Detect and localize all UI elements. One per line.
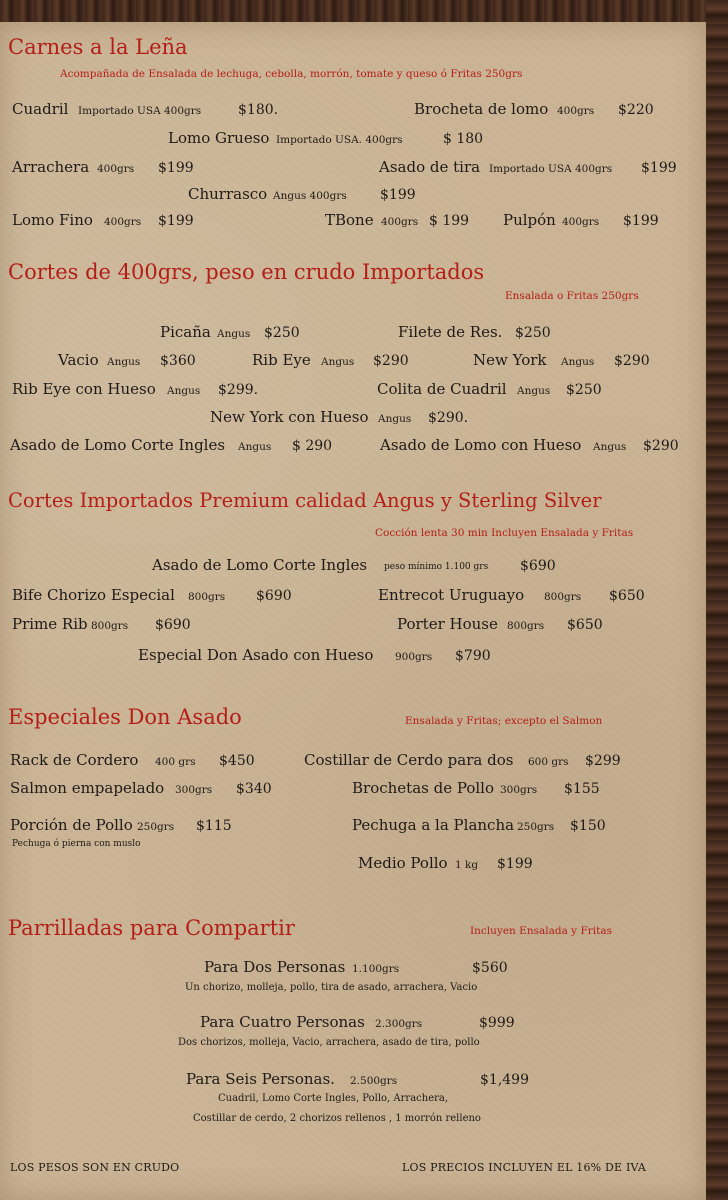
item-detail: Angus: [238, 441, 272, 453]
section-note-especiales: Ensalada y Fritas; excepto el Salmon: [405, 715, 603, 727]
item-price: $690: [256, 588, 292, 604]
item-detail: Angus: [517, 385, 551, 397]
item-detail: 300grs: [175, 784, 213, 796]
section-title-parrilladas: Parrilladas para Compartir: [8, 916, 295, 940]
item-name: Prime Rib: [12, 615, 88, 633]
item-name: Especial Don Asado con Hueso: [138, 646, 374, 664]
item-price: $199: [641, 160, 677, 176]
item-detail: Angus: [217, 328, 251, 340]
item-price: $199: [380, 187, 416, 203]
item-price: $450: [219, 753, 255, 769]
item-name: Rack de Cordero: [10, 751, 139, 769]
section-title-carnes-lena: Carnes a la Leña: [8, 35, 188, 59]
item-description: Costillar de cerdo, 2 chorizos rellenos , 1 morrón relleno: [193, 1113, 481, 1124]
item-price: $690: [155, 617, 191, 633]
section-title-premium: Cortes Importados Premium calidad Angus y Sterling Silver: [8, 489, 602, 512]
item-name: Lomo Grueso: [168, 129, 270, 147]
item-name: Lomo Fino: [12, 211, 93, 229]
item-name: Asado de Lomo con Hueso: [380, 436, 582, 454]
item-price: $250: [515, 325, 551, 341]
item-description: Dos chorizos, molleja, Vacio, arrachera, asado de tira, pollo: [178, 1037, 480, 1048]
item-detail: 1.100grs: [352, 963, 400, 975]
item-name: Bife Chorizo Especial: [12, 586, 175, 604]
item-price: $360: [160, 353, 196, 369]
item-name: Vacio: [58, 351, 99, 369]
item-name: Para Seis Personas.: [186, 1070, 335, 1088]
item-name: Porción de Pollo: [10, 816, 133, 834]
item-detail: Importado USA. 400grs: [276, 134, 403, 146]
item-price: $290: [373, 353, 409, 369]
item-detail: Angus: [167, 385, 201, 397]
item-price: $290: [614, 353, 650, 369]
item-price: $690: [520, 558, 556, 574]
item-name: Para Dos Personas: [204, 958, 346, 976]
item-name: Rib Eye con Hueso: [12, 380, 156, 398]
item-detail: 400grs: [381, 216, 419, 228]
footer-tax-note: LOS PRECIOS INCLUYEN EL 16% DE IVA: [402, 1161, 647, 1174]
item-name: Asado de Lomo Corte Ingles: [10, 436, 226, 454]
item-name: New York con Hueso: [210, 408, 369, 426]
item-name: Arrachera: [12, 158, 90, 176]
item-detail: 300grs: [500, 784, 538, 796]
item-name: Pulpón: [503, 211, 556, 229]
item-price: $650: [567, 617, 603, 633]
item-name: Cuadril: [12, 100, 69, 118]
item-price: $ 180: [443, 131, 484, 147]
item-detail: 1 kg: [455, 859, 479, 871]
item-name: TBone: [325, 211, 374, 229]
item-price: $ 290: [292, 438, 333, 454]
item-detail: 800grs: [544, 591, 582, 603]
item-price: $250: [264, 325, 300, 341]
item-name: Entrecot Uruguayo: [378, 586, 525, 604]
item-detail: 900grs: [395, 651, 433, 663]
section-note-carnes-lena: Acompañada de Ensalada de lechuga, cebolla, morrón, tomate y queso ó Fritas 250grs: [60, 68, 523, 80]
item-price: $290: [643, 438, 679, 454]
item-price: $199: [623, 213, 659, 229]
section-note-parrilladas: Incluyen Ensalada y Fritas: [470, 925, 612, 937]
item-name: Medio Pollo: [358, 854, 448, 872]
item-name: Churrasco: [188, 185, 268, 203]
item-name: Costillar de Cerdo para dos: [304, 751, 514, 769]
item-price: $340: [236, 781, 272, 797]
item-price: $290.: [428, 410, 469, 426]
item-detail: 400grs: [562, 216, 600, 228]
item-name: Asado de Lomo Corte Ingles: [152, 556, 368, 574]
item-name: Brochetas de Pollo: [352, 779, 494, 797]
item-price: $199: [158, 160, 194, 176]
item-price: $250: [566, 382, 602, 398]
item-price: $150: [570, 818, 606, 834]
item-price: $199: [497, 856, 533, 872]
item-detail: peso mínimo 1.100 grs: [384, 562, 489, 572]
item-detail: Angus: [378, 413, 412, 425]
item-detail: 400 grs: [155, 756, 196, 768]
item-detail: 250grs: [517, 821, 555, 833]
section-note-cortes-400: Ensalada o Fritas 250grs: [505, 290, 639, 302]
item-price: $180.: [238, 102, 279, 118]
item-name: Brocheta de lomo: [414, 100, 549, 118]
item-name: New York: [473, 351, 547, 369]
item-detail: Angus: [107, 356, 141, 368]
section-title-cortes-400: Cortes de 400grs, peso en crudo Importados: [8, 260, 485, 284]
item-price: $790: [455, 648, 491, 664]
item-detail: Importado USA 400grs: [489, 163, 613, 175]
item-name: Filete de Res.: [398, 323, 503, 341]
item-description: Pechuga ó pierna con muslo: [12, 839, 141, 849]
item-name: Pechuga a la Plancha: [352, 816, 515, 834]
item-detail: 800grs: [507, 620, 545, 632]
item-detail: 2.500grs: [350, 1075, 398, 1087]
item-detail: Angus: [321, 356, 355, 368]
item-price: $299: [585, 753, 621, 769]
item-name: Para Cuatro Personas: [200, 1013, 365, 1031]
item-detail: 800grs: [188, 591, 226, 603]
item-price: $560: [472, 960, 508, 976]
item-detail: 400grs: [104, 216, 142, 228]
section-title-especiales: Especiales Don Asado: [8, 705, 242, 729]
item-price: $650: [609, 588, 645, 604]
item-detail: 2.300grs: [375, 1018, 423, 1030]
footer-weights-note: LOS PESOS SON EN CRUDO: [10, 1161, 180, 1174]
item-name: Salmon empapelado: [10, 779, 165, 797]
item-detail: 400grs: [97, 163, 135, 175]
item-name: Porter House: [397, 615, 498, 633]
item-detail: 600 grs: [528, 756, 569, 768]
item-name: Picaña: [160, 323, 211, 341]
item-detail: Angus 400grs: [273, 190, 347, 202]
item-price: $299.: [218, 382, 259, 398]
item-price: $ 199: [429, 213, 470, 229]
item-price: $155: [564, 781, 600, 797]
item-price: $999: [479, 1015, 515, 1031]
item-detail: 400grs: [557, 105, 595, 117]
section-note-premium: Cocción lenta 30 min Incluyen Ensalada y Fritas: [375, 527, 634, 539]
item-price: $199: [158, 213, 194, 229]
item-detail: Importado USA 400grs: [78, 105, 202, 117]
item-detail: Angus: [561, 356, 595, 368]
item-description: Un chorizo, molleja, pollo, tira de asado, arrachera, Vacio: [185, 982, 478, 993]
item-description: Cuadril, Lomo Corte Ingles, Pollo, Arrachera,: [218, 1093, 449, 1104]
item-price: $115: [196, 818, 232, 834]
item-price: $1,499: [480, 1072, 529, 1088]
item-name: Rib Eye: [252, 351, 311, 369]
item-name: Asado de tira: [379, 158, 481, 176]
item-name: Colita de Cuadril: [377, 380, 507, 398]
item-detail: 250grs: [137, 821, 175, 833]
item-detail: 800grs: [91, 620, 129, 632]
item-detail: Angus: [593, 441, 627, 453]
item-price: $220: [618, 102, 654, 118]
wood-frame-right: [706, 0, 728, 1200]
